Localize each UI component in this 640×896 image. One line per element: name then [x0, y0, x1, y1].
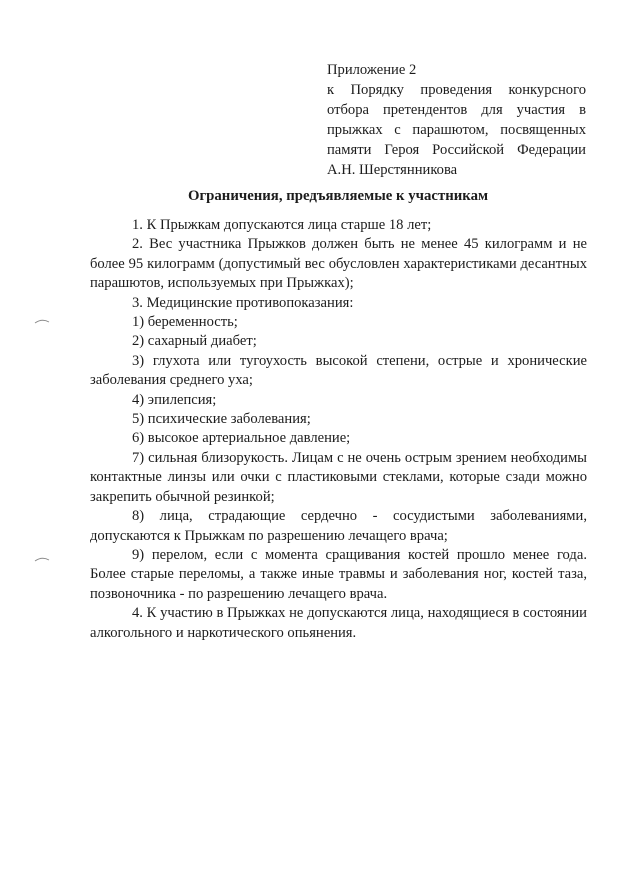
list-item: 4) эпилепсия; — [132, 391, 217, 408]
appendix-text: к Порядку проведения конкурсного отбора претендентов для участия в прыжках с парашютом, посвященных памяти Героя Российской Федерации А.Н. Шерстянникова — [327, 82, 586, 178]
list-item: 2) сахарный диабет; — [132, 333, 257, 350]
appendix-block — [327, 60, 586, 180]
document-body — [90, 216, 587, 643]
list-item: 7) сильная близорукость. Лицам с не очень острым зрением необходимы контактные линзы или очки с пластиковыми стеклами, которые сзади можно закрепить обычной резинкой; — [90, 449, 587, 505]
document-title: Ограничения, предъявляемые к участникам — [187, 188, 489, 204]
list-item: 9) перелом, если с момента сращивания костей прошло менее года. Более старые переломы, а также иные травмы и заболевания ног, костей таза, позвоночника - по разрешению лечащего врача. — [90, 546, 587, 602]
list-item: 6) высокое артериальное давление; — [132, 430, 351, 447]
list-item: 2. Вес участника Прыжков должен быть не менее 45 килограмм и не более 95 килограмм (допустимый вес обусловлен характеристиками десантных парашютов, используемых при Прыжках); — [90, 236, 587, 292]
list-item: 5) психические заболевания; — [132, 411, 311, 428]
list-item: 8) лица, страдающие сердечно - сосудистыми заболеваниями, допускаются к Прыжкам по разрешению лечащего врача; — [90, 508, 587, 544]
list-item: 4. К участию в Прыжках не допускаются лица, находящиеся в состоянии алкогольного и наркотического опьянения. — [90, 605, 587, 641]
list-item: 1) беременность; — [132, 314, 238, 331]
list-item: 3) глухота или тугоухость высокой степени, острые и хронические заболевания среднего уха; — [90, 352, 587, 389]
list-item: 3. Медицинские противопоказания: — [132, 294, 354, 311]
scan-mark — [34, 318, 50, 324]
scan-mark — [34, 556, 50, 562]
appendix-heading: Приложение 2 — [327, 62, 417, 78]
list-item: 1. К Прыжкам допускаются лица старше 18 лет; — [132, 217, 432, 233]
